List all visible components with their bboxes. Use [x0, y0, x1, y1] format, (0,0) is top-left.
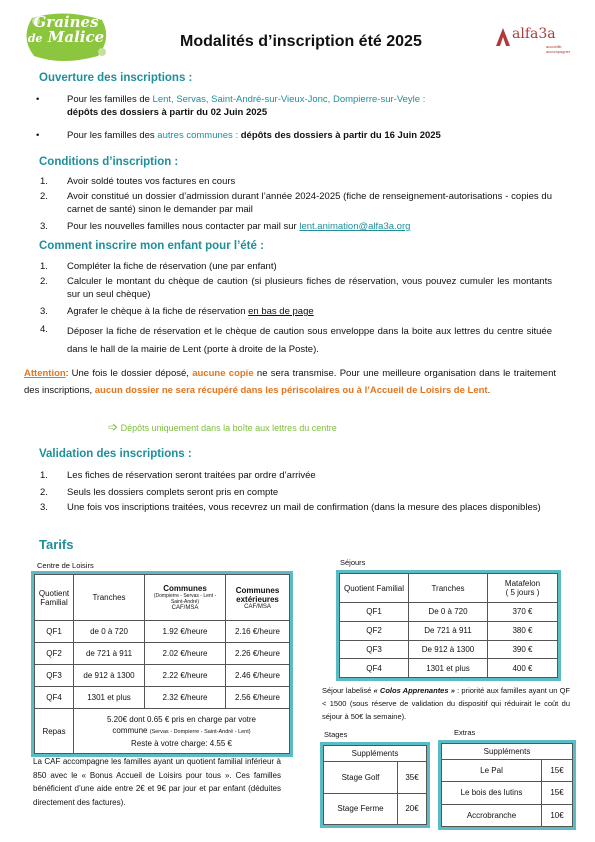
list-item-text: Pour les nouvelles familles nous contacter par mail sur — [67, 221, 297, 232]
stages-table-frame — [320, 742, 430, 828]
section-title-ouverture: Ouverture des inscriptions : — [39, 72, 193, 84]
table-row: QF3 De 912 à 1300 390 € — [340, 640, 558, 659]
attention-text: : Une fois le dossier déposé, — [65, 368, 189, 379]
alfa3a-name: alfa3a — [512, 26, 556, 42]
attention-paragraph — [24, 365, 556, 399]
table-row: Le Pal 15€ — [442, 760, 573, 782]
table-row: Stage Golf 35€ — [324, 762, 427, 794]
sejours-table: Quotient Familial Tranches Matafelon ( 5 jours ) QF1 De 0 à 720 370 € QF2 De 721 à 911 380 € QF3 De 912 à 1300 390 € QF4 1301 et plus 400 € — [339, 573, 558, 678]
table-row: QF3 de 912 à 1300 2.22 €/heure 2.46 €/heure — [35, 665, 290, 687]
stages-label: Stages — [324, 730, 348, 739]
table-row: QF4 1301 et plus 400 € — [340, 659, 558, 678]
bullet-icon: • — [36, 130, 40, 141]
list-item-text: Calculer le montant du chèque de caution (si plusieurs fiches de réservation, vous pouvez cumuler les montants sur un seul chèque) — [67, 276, 552, 300]
list-item: 3. Agrafer le chèque à la fiche de réservation en bas de page — [40, 306, 314, 317]
table-row: QF4 1301 et plus 2.32 €/heure 2.56 €/heure — [35, 687, 290, 709]
list-item-text: Agrafer le chèque à la fiche de réservation — [67, 306, 246, 317]
alfa3a-tagline: accueillir, accompagner — [546, 44, 571, 54]
extras-table: Suppléments Le Pal 15€ Le bois des lutins 15€ Accrobranche 10€ — [441, 743, 573, 827]
sejours-table-frame — [336, 570, 561, 681]
section-title-validation: Validation des inscriptions : — [39, 448, 192, 460]
table-row: Stage Ferme 20€ — [324, 793, 427, 825]
sejours-label: Séjours — [340, 558, 366, 567]
table-row-repas: Repas 5.20€ dont 0.65 € pris en charge par votre commune (Servas - Dompierre - Saint-André - Lent) Reste à votre charge: 4.55 € — [35, 709, 290, 754]
attention-text: ne sera transmise. Pour une meilleure organisation dans le traitement des inscriptions, — [24, 368, 557, 396]
page-title: Modalités d’inscription été 2025 — [180, 33, 422, 50]
header-ext: Communes extérieures CAF/MSA — [226, 575, 290, 621]
colos-note: Séjour labelisé « Colos Apprenantes » : priorité aux familles ayant un QF < 1500 (sous réserve de validation du dispositif qui réduirait le coût du séjour à 50€ la semaine). — [322, 686, 570, 721]
section-title-conditions: Conditions d’inscription : — [39, 156, 179, 168]
bullet-date: dépôts des dossiers à partir du 16 Juin 2025 — [240, 130, 441, 141]
table-row: QF1 de 0 à 720 1.92 €/heure 2.16 €/heure — [35, 621, 290, 643]
list-item-text: Avoir soldé toutes vos factures en cours — [67, 176, 236, 187]
list-item: 1. Avoir soldé toutes vos factures en cours — [40, 175, 552, 188]
list-item: 3. Une fois vos inscriptions traitées, vous recevrez un mail de confirmation (dans la mesure des places disponibles) — [40, 501, 552, 514]
list-item: 1. Les fiches de réservation seront traitées par ordre d’arrivée — [40, 469, 552, 482]
list-item: 4. Déposer la fiche de réservation et le chèque de caution sous enveloppe dans la boite aux lettres du centre située dans le hall de la mairie de Lent (porte à droite de la Poste). — [40, 323, 552, 359]
bullet-communes: autres communes : — [157, 130, 239, 141]
logo-text-line2: de — [27, 32, 43, 45]
bullet-item — [36, 93, 552, 119]
graines-de-malice-logo — [22, 12, 110, 62]
alfa3a-logo — [496, 26, 576, 58]
centre-table — [34, 574, 290, 754]
extras-table-frame — [438, 740, 576, 830]
arrow-note-text: Dépôts uniquement dans la boîte aux lettres du centre — [120, 423, 337, 433]
list-item-text: Seuls les dossiers complets seront pris en compte — [67, 487, 279, 498]
list-item: 2. Seuls les dossiers complets seront pris en compte — [40, 486, 552, 499]
centre-label: Centre de Loisirs — [37, 561, 94, 570]
list-item: 2. Avoir constitué un dossier d’admission durant l’année 2024-2025 (fiche de renseignement-autorisations - copies du carnet de santé) sinon le demander par mail — [40, 191, 552, 215]
centre-table-frame — [31, 571, 293, 757]
bullet-item — [36, 129, 552, 142]
list-item-text: Compléter la fiche de réservation (une par enfant) — [67, 261, 277, 272]
list-item: 3. Pour les nouvelles familles nous contacter par mail sur lent.animation@alfa3a.org — [40, 221, 411, 232]
header-tranches: Tranches — [74, 575, 145, 621]
list-item-text: Déposer la fiche de réservation et le chèque de caution sous enveloppe dans la boite aux lettres du centre située dans le hall de la mairie de Lent (porte à droite de la Poste). — [67, 326, 552, 355]
list-item: 2. Calculer le montant du chèque de caution (si plusieurs fiches de réservation, vous pouvez cumuler les montants sur un seul chèque) — [40, 276, 552, 300]
bottom-link[interactable]: en bas de page — [248, 306, 314, 317]
arrow-right-icon: ➩ — [108, 420, 119, 434]
section-title-tarifs: Tarifs — [39, 537, 74, 552]
list-item-text: Les fiches de réservation seront traitées par ordre d’arrivée — [67, 470, 316, 481]
header-communes: Communes (Dompierre - Servas - Lent - Saint-André) CAF/MSA — [145, 575, 226, 621]
caf-note: La CAF accompagne les familles ayant un quotient familial inférieur à 850 avec le « Bonus Accueil de Loisirs pour tous ». Ces familles bénéficient d’une aide entre 2€ et 9€ par jour et par enfant (déduites directement des factures). — [33, 757, 281, 807]
bullet-date: dépôts des dossiers à partir du 02 Juin 2025 — [67, 107, 268, 118]
bullet-icon: • — [36, 94, 40, 105]
stages-table: Suppléments Stage Golf 35€ Stage Ferme 20€ — [323, 745, 427, 825]
table-row: QF2 de 721 à 911 2.02 €/heure 2.26 €/heure — [35, 643, 290, 665]
attention-label: Attention — [24, 368, 66, 379]
table-row: Accrobranche 10€ — [442, 804, 573, 826]
logo-text-line3: Malice — [47, 28, 105, 46]
header-qf: Quotient Familial — [35, 575, 74, 621]
logo-text-line1: Graines — [33, 13, 99, 31]
list-item: 1. Compléter la fiche de réservation (une par enfant) — [40, 260, 552, 273]
bullet-communes: Lent, Servas, Saint-André-sur-Vieux-Jonc, Dompierre-sur-Veyle : — [152, 94, 426, 105]
attention-highlight: aucun dossier ne sera récupéré dans les périscolaires ou à l’Accueil de Loisirs de Lent — [94, 385, 488, 396]
attention-highlight: aucune copie — [192, 368, 254, 379]
arrow-note — [108, 420, 337, 434]
bullet-prefix: Pour les familles des — [67, 130, 155, 141]
list-item-text: Une fois vos inscriptions traitées, vous recevrez un mail de confirmation (dans la mesure des places disponibles) — [67, 502, 541, 513]
extras-label: Extras — [454, 728, 476, 737]
list-item-text: Avoir constitué un dossier d’admission durant l’année 2024-2025 (fiche de renseignement-autorisations - copies du carnet de santé) sinon le demander par mail — [67, 191, 552, 215]
table-row: QF2 De 721 à 911 380 € — [340, 621, 558, 640]
table-row: QF1 De 0 à 720 370 € — [340, 603, 558, 622]
attention-text: . — [487, 385, 491, 396]
section-title-comment: Comment inscrire mon enfant pour l’été : — [39, 240, 264, 252]
bullet-prefix: Pour les familles de — [67, 94, 150, 105]
email-link[interactable]: lent.animation@alfa3a.org — [299, 221, 411, 232]
table-row: Le bois des lutins 15€ — [442, 782, 573, 804]
